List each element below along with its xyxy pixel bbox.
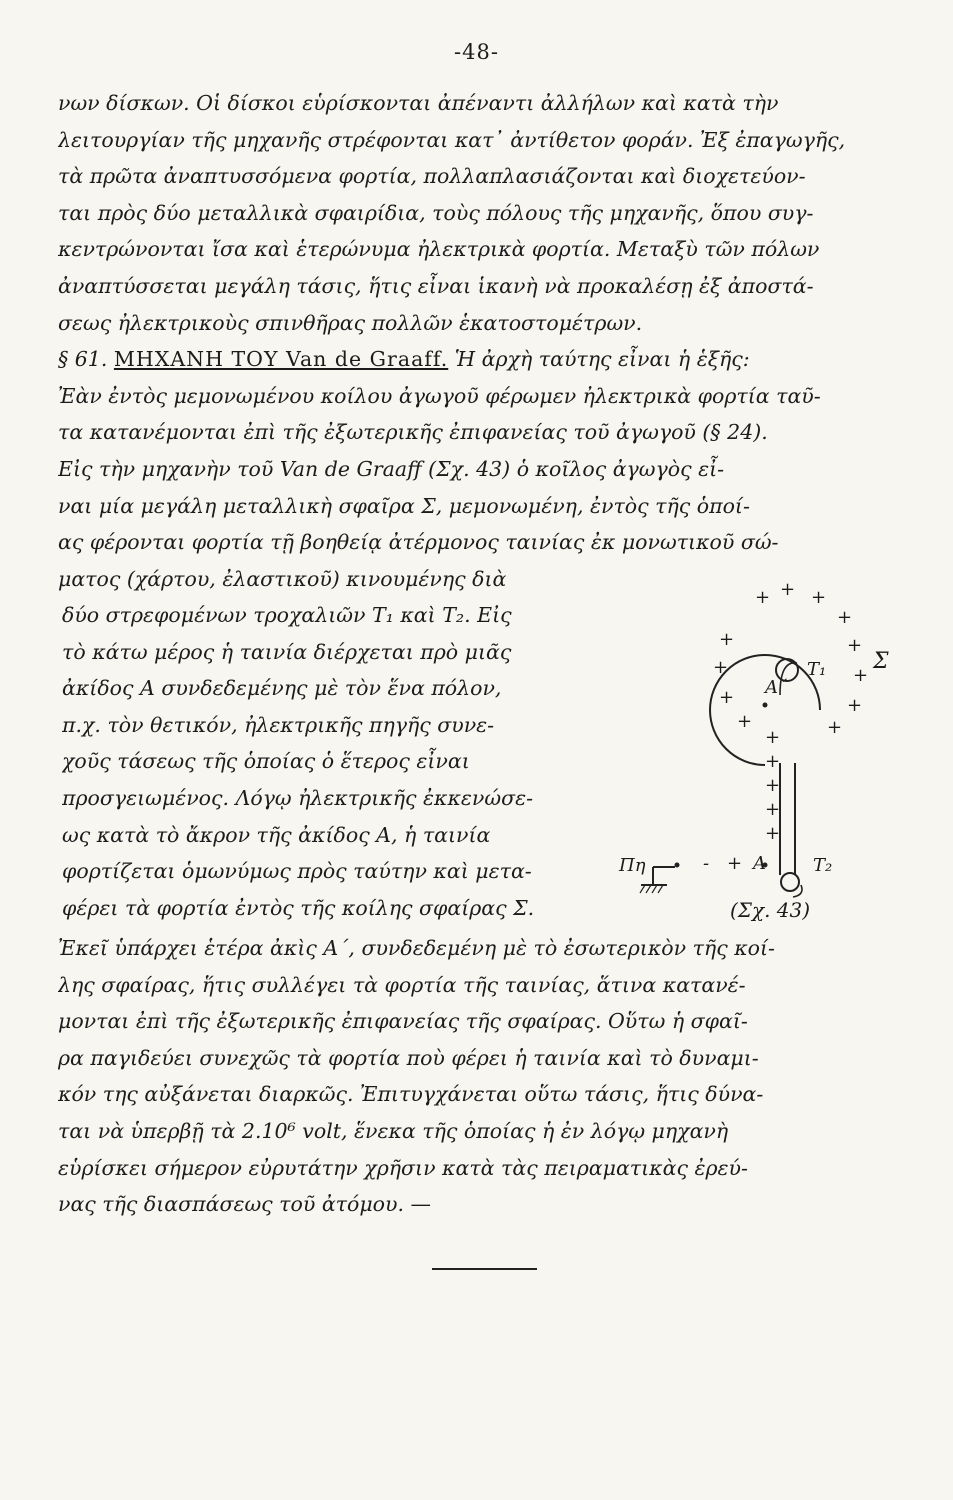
text-line: φέρει τὰ φορτία ἐντὸς τῆς κοίλης σφαίρας Σ. xyxy=(62,895,535,920)
text-line: τὰ πρῶτα ἀναπτυσσόμενα φορτία, πολλαπλασιάζονται καὶ διοχετεύον- xyxy=(58,164,806,189)
text-line: ται νὰ ὑπερβῇ τὰ 2.10⁶ volt, ἕνεκα τῆς ὁποίας ἡ ἐν λόγῳ μηχανὴ xyxy=(58,1118,729,1143)
text-line: λης σφαίρας, ἥτις συλλέγει τὰ φορτία τῆς ταινίας, ἅτινα κατανέ- xyxy=(58,972,746,997)
text-line: Εἰς τὴν μηχανὴν τοῦ Van de Graaff (Σχ. 43) ὁ κοῖλος ἀγωγὸς εἶ- xyxy=(58,456,725,481)
charge-plus: + xyxy=(765,751,781,772)
section-title: ΜΗΧΑΝΗ ΤΟΥ Van de Graaff. xyxy=(113,347,449,372)
figure-caption: (Σχ. 43) xyxy=(730,898,811,922)
text-line: ως κατὰ τὸ ἄκρον τῆς ἀκίδος Α, ἡ ταινία xyxy=(62,822,491,847)
text-line: τα κατανέμονται ἐπὶ τῆς ἐξωτερικῆς ἐπιφανείας τοῦ ἀγωγοῦ (§ 24). xyxy=(58,420,768,445)
terminal-dot xyxy=(763,703,768,708)
label-source: Πη xyxy=(619,855,646,876)
text-line: νας τῆς διασπάσεως τοῦ ἀτόμου. — xyxy=(58,1192,432,1217)
charge-plus: + xyxy=(780,579,796,600)
page-number: -48- xyxy=(454,40,499,64)
section-intro: Ἡ ἀρχὴ ταύτης εἶναι ἡ ἑξῆς: xyxy=(454,347,750,372)
text-line: ας φέρονται φορτία τῇ βοηθείᾳ ἀτέρμονος ταινίας ἐκ μονωτικοῦ σώ- xyxy=(58,530,779,555)
label-point-a: Α xyxy=(753,853,766,874)
section-heading-line xyxy=(58,341,938,378)
text-line: λειτουργίαν τῆς μηχανῆς στρέφονται κατ᾽ ἀντίθετον φοράν. Ἐξ ἐπαγωγῆς, xyxy=(58,127,846,152)
label-minus: - xyxy=(703,853,710,874)
charge-plus: + xyxy=(765,823,781,844)
text-line: δύο στρεφομένων τροχαλιῶν Τ₁ καὶ Τ₂. Εἰς xyxy=(62,603,512,627)
charge-plus: + xyxy=(847,635,863,656)
pulley-t2 xyxy=(781,873,799,891)
label-pulley-t1: Τ₁ xyxy=(807,659,827,680)
text-line: κόν της αὐξάνεται διαρκῶς. Ἐπιτυγχάνεται οὕτω τάσις, ἥτις δύνα- xyxy=(58,1082,764,1107)
text-line: Ἐὰν ἐντὸς μεμονωμένου κοίλου ἀγωγοῦ φέρωμεν ἠλεκτρικὰ φορτία ταῦ- xyxy=(58,383,821,408)
label-sphere: Σ xyxy=(873,649,889,674)
charge-plus: + xyxy=(765,727,781,748)
text-line: ται πρὸς δύο μεταλλικὰ σφαιρίδια, τοὺς πόλους τῆς μηχανῆς, ὅπου συγ- xyxy=(58,200,814,225)
text-line: ναι μία μεγάλη μεταλλικὴ σφαῖρα Σ, μεμονωμένη, ἐντὸς τῆς ὁποί- xyxy=(58,493,750,518)
paragraph-bottom xyxy=(58,930,938,1223)
paragraph-top xyxy=(58,85,938,597)
terminal-dot xyxy=(675,863,680,868)
ground-hatch xyxy=(658,885,663,893)
end-rule xyxy=(432,1268,537,1270)
text-line: Ἐκεῖ ὑπάρχει ἑτέρα ἀκὶς Α΄, συνδεδεμένη μὲ τὸ ἐσωτερικὸν τῆς κοί- xyxy=(58,936,775,960)
text-line: ἀκίδος Α συνδεδεμένης μὲ τὸν ἕνα πόλον, xyxy=(62,676,502,701)
text-line: νων δίσκων. Οἱ δίσκοι εὑρίσκονται ἀπέναντι ἀλλήλων καὶ κατὰ τὴν xyxy=(58,91,779,115)
text-line: εὑρίσκει σήμερον εὐρυτάτην χρῆσιν κατὰ τὰς πειραματικὰς ἐρεύ- xyxy=(58,1155,748,1180)
text-line: κεντρώνονται ἴσα καὶ ἑτερώνυμα ἠλεκτρικὰ φορτία. Μεταξὺ τῶν πόλων xyxy=(58,237,820,262)
ground-hatch xyxy=(646,885,651,893)
text-line: χοῦς τάσεως τῆς ὁποίας ὁ ἕτερος εἶναι xyxy=(62,749,470,774)
charge-plus: + xyxy=(853,665,869,686)
text-line: προσγειωμένος. Λόγῳ ἠλεκτρικῆς ἐκκενώσε- xyxy=(62,785,533,810)
paragraph-beside-figure xyxy=(62,597,682,926)
van-de-graaff-figure xyxy=(615,579,905,935)
label-pulley-t2: Τ₂ xyxy=(813,855,833,876)
charge-plus: + xyxy=(713,657,729,678)
charge-plus: + xyxy=(737,711,753,732)
section-number: § 61. xyxy=(58,347,108,372)
charge-plus: + xyxy=(719,687,735,708)
text-line: ρα παγιδεύει συνεχῶς τὰ φορτία ποὺ φέρει ἡ ταινία καὶ τὸ δυναμι- xyxy=(58,1045,759,1070)
text-line: π.χ. τὸν θετικόν, ἠλεκτρικῆς πηγῆς συνε- xyxy=(62,712,495,737)
charge-plus: + xyxy=(847,695,863,716)
text-line: μονται ἐπὶ τῆς ἐξωτερικῆς ἐπιφανείας τῆς σφαίρας. Οὕτω ἡ σφαῖ- xyxy=(58,1009,748,1034)
text-line: ματος (χάρτου, ἐλαστικοῦ) κινουμένης διὰ xyxy=(58,566,507,591)
text-line: ἀναπτύσσεται μεγάλη τάσις, ἥτις εἶναι ἱκανὴ νὰ προκαλέσῃ ἐξ ἀποστά- xyxy=(58,273,814,298)
label-plus: + xyxy=(727,853,743,874)
charge-plus: + xyxy=(765,775,781,796)
charge-plus: + xyxy=(827,717,843,738)
ground-hatch xyxy=(640,885,645,893)
text-line: σεως ἠλεκτρικοὺς σπινθῆρας πολλῶν ἑκατοστομέτρων. xyxy=(58,310,643,335)
text-line: τὸ κάτω μέρος ἡ ταινία διέρχεται πρὸ μιᾶς xyxy=(62,639,512,664)
charge-plus: + xyxy=(755,587,771,608)
charge-plus: + xyxy=(837,607,853,628)
charge-plus: + xyxy=(719,629,735,650)
text-line: φορτίζεται ὁμωνύμως πρὸς ταύτην καὶ μετα- xyxy=(62,859,532,884)
label-point-a-prime: Α΄ xyxy=(765,677,787,698)
charge-plus: + xyxy=(811,587,827,608)
ground-hatch xyxy=(652,885,657,893)
charge-plus: + xyxy=(765,799,781,820)
